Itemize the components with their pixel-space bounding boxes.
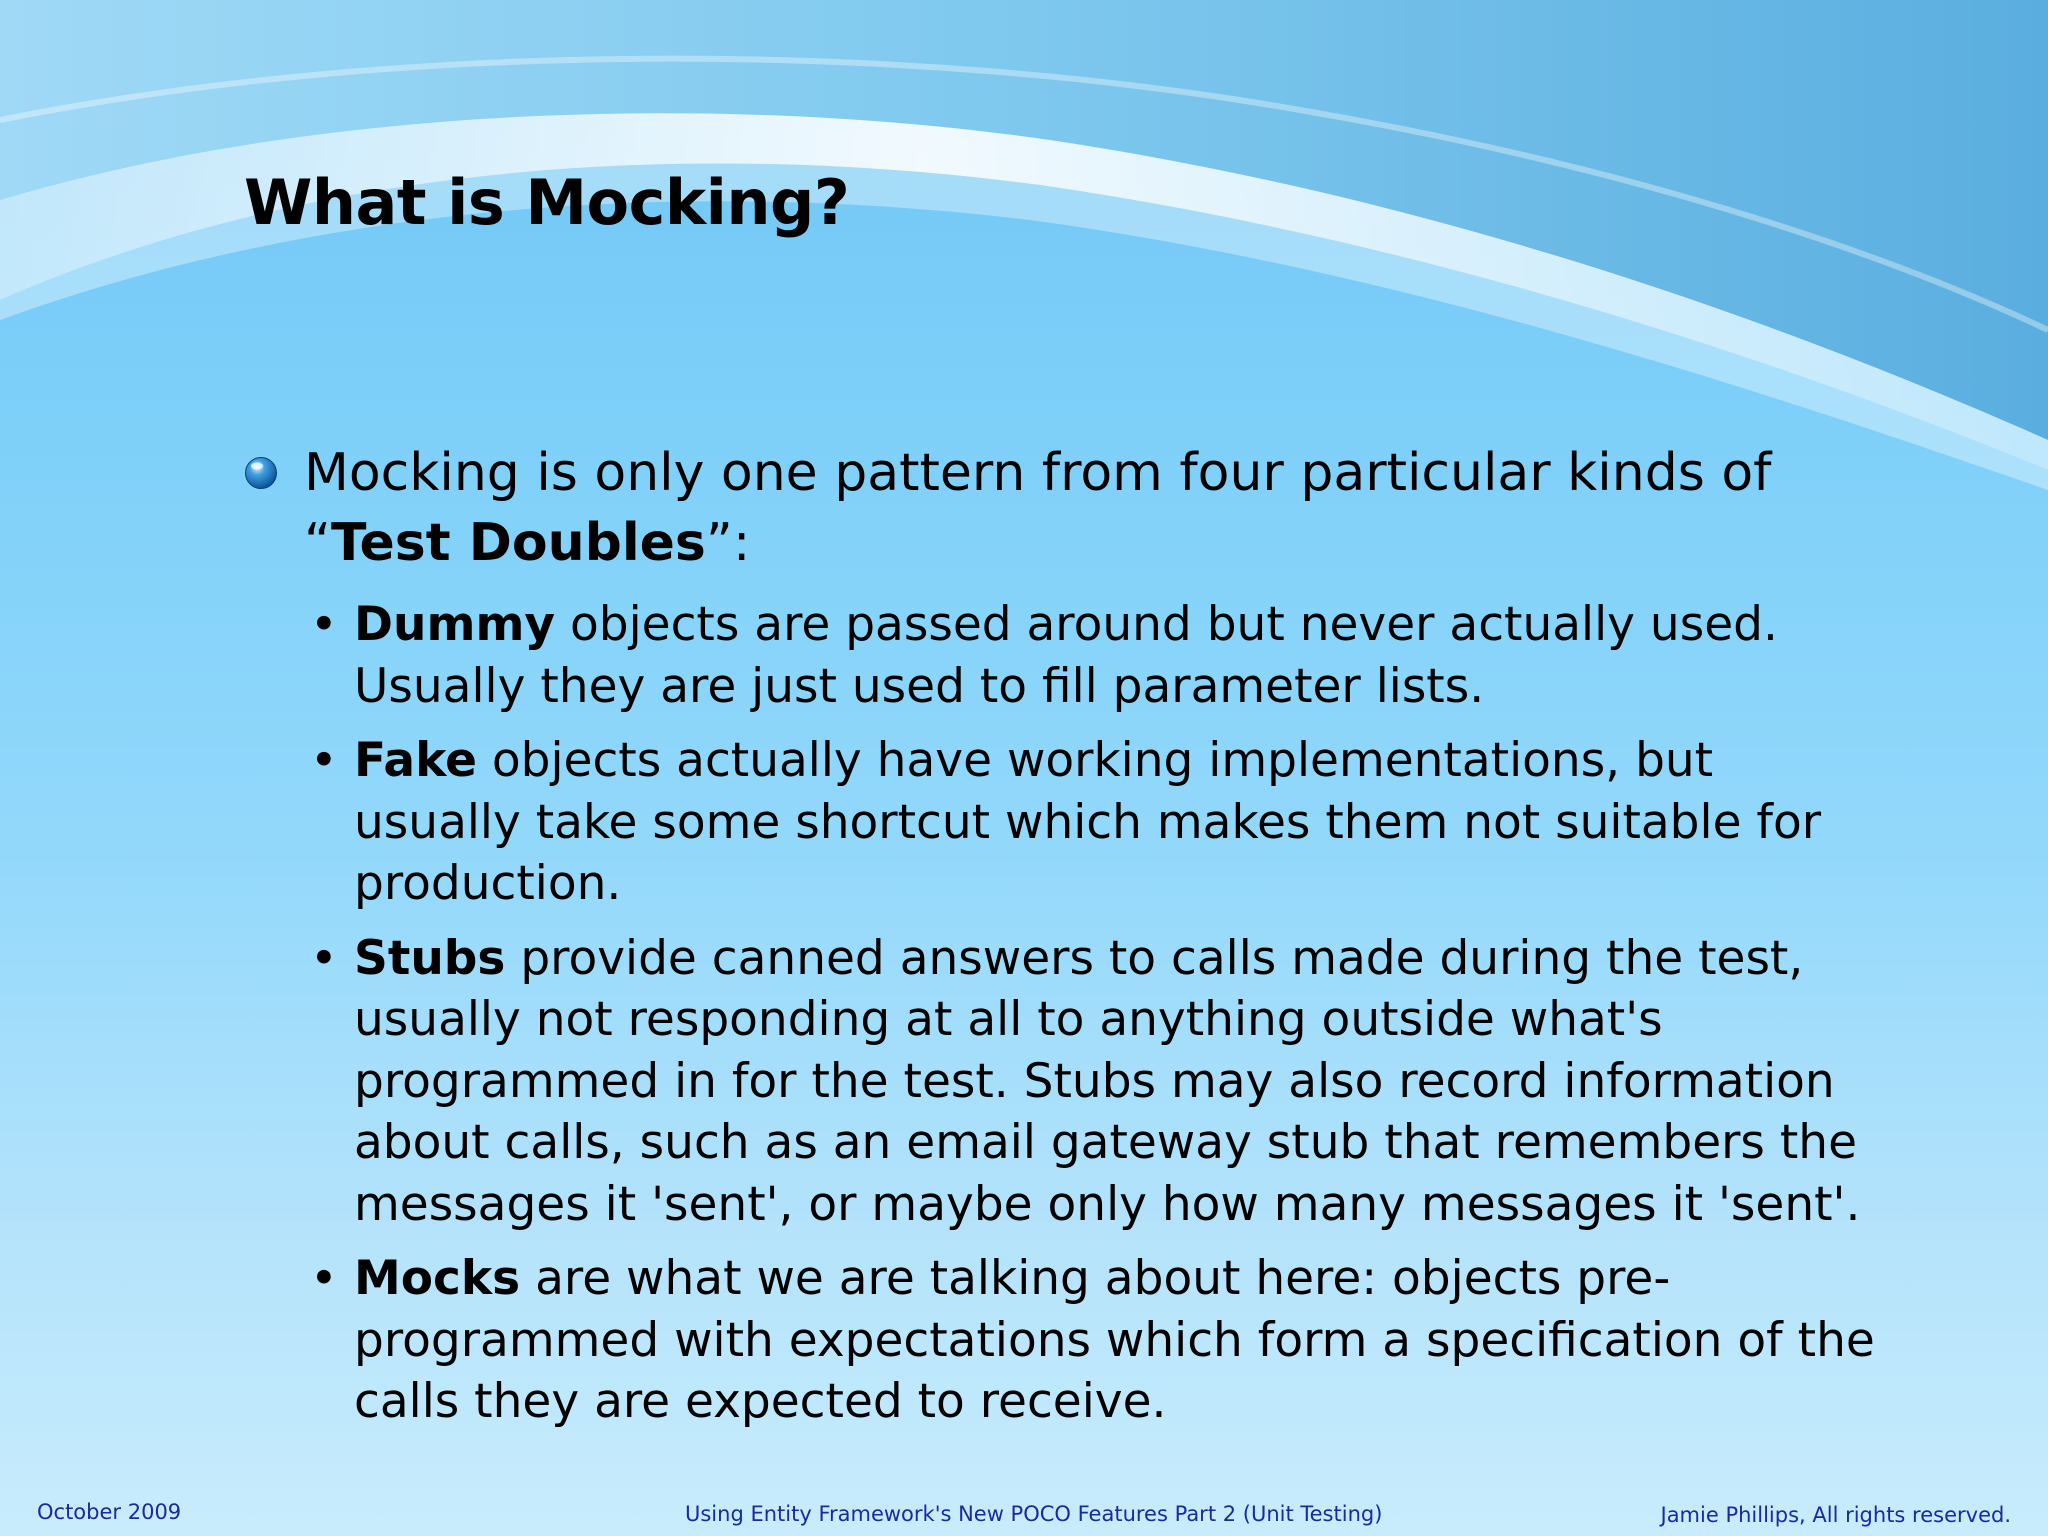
blue-orb-icon xyxy=(244,456,278,490)
list-item-dummy xyxy=(302,594,1884,717)
term-stubs: Stubs xyxy=(354,930,506,986)
footer-date: October 2009 xyxy=(37,1500,182,1524)
test-doubles-term: Test Doubles xyxy=(330,513,706,573)
term-dummy: Dummy xyxy=(354,597,556,652)
list-item-fake xyxy=(302,730,1884,915)
bullet-dot: • xyxy=(310,1251,338,1306)
main-bullet-text: Mocking is only one pattern from four particular kinds of xyxy=(304,443,1772,503)
main-bullet-point xyxy=(244,438,1884,578)
description-stubs: provide canned answers to calls made during the test, usually not responding at all to anything outside what's programmed in for the test. Stubs may also record information about calls, such as an email gateway stub that remembers the messages it 'sent', or maybe only how many messages it 'sent'. xyxy=(354,930,1861,1232)
footer-presentation-title: Using Entity Framework's New POCO Features Part 2 (Unit Testing) xyxy=(685,1502,1383,1526)
slide-content xyxy=(244,438,1884,1446)
quote-close: ”: xyxy=(705,513,751,573)
description-fake: objects actually have working implementations, but usually take some shortcut which makes them not suitable for production. xyxy=(354,733,1822,911)
footer-copyright: Jamie Phillips, All rights reserved. xyxy=(1660,1503,2011,1527)
quote-open: “ xyxy=(304,513,331,573)
term-mocks: Mocks xyxy=(354,1251,521,1306)
list-item-mocks xyxy=(302,1248,1884,1433)
bullet-dot: • xyxy=(310,733,338,788)
description-mocks: are what we are talking about here: objects pre-programmed with expectations which form a specification of the calls they are expected to receive. xyxy=(354,1251,1875,1429)
term-fake: Fake xyxy=(354,733,477,788)
bullet-dot: • xyxy=(310,930,338,986)
test-doubles-list xyxy=(244,594,1884,1433)
list-item-stubs xyxy=(302,928,1884,1236)
slide-title: What is Mocking? xyxy=(244,166,850,239)
description-dummy: objects are passed around but never actually used. Usually they are just used to fill parameter lists. xyxy=(354,597,1778,714)
bullet-dot: • xyxy=(310,597,338,652)
